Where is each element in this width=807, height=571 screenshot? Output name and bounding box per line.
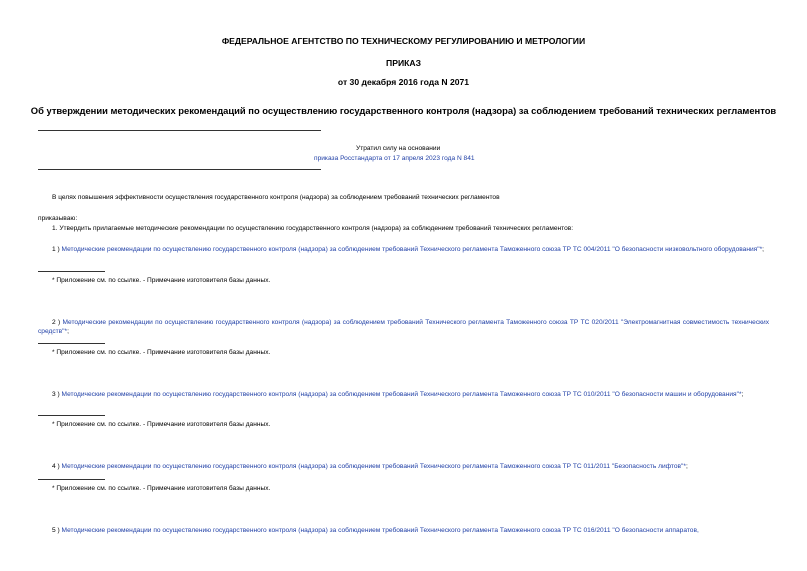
repeal-order-link[interactable]: приказа Росстандарта от 17 апреля 2023 года N 841 bbox=[314, 155, 475, 162]
footnote: * Приложение см. по ссылке. - Примечание изготовителя базы данных. bbox=[52, 349, 271, 356]
recommendation-link[interactable]: Методические рекомендации по осуществлению государственного контроля (надзора) за соблюдением требований Технического регламента Таможенного союза ТР ТС 004/2011 "О безопасности низковольтного оборудования"* bbox=[61, 246, 763, 253]
item-1: 1. Утвердить прилагаемые методические рекомендации по осуществлению государственного контроля (надзора) за соблюдением требований технических регламентов: bbox=[52, 225, 574, 232]
divider bbox=[38, 169, 321, 170]
list-item: 3 ) Методические рекомендации по осуществлению государственного контроля (надзора) за соблюдением требований Технического регламента Таможенного союза ТР ТС 010/2011 "О безопасности машин и оборудования"*; bbox=[52, 391, 744, 398]
recommendation-link[interactable]: Методические рекомендации по осуществлению государственного контроля (надзора) за соблюдением требований Технического регламента Таможенного союза ТР ТС 020/2011 "Электромагнитная совместимость технических средств"* bbox=[38, 319, 769, 335]
footnote: * Приложение см. по ссылке. - Примечание изготовителя базы данных. bbox=[52, 277, 271, 284]
document-type: ПРИКАЗ bbox=[386, 58, 421, 68]
document-date-number: от 30 декабря 2016 года N 2071 bbox=[337, 77, 470, 87]
footnote-divider bbox=[38, 479, 105, 480]
recommendation-link[interactable]: Методические рекомендации по осуществлению государственного контроля (надзора) за соблюдением требований Технического регламента Таможенного союза ТР ТС 011/2011 "Безопасность лифтов"* bbox=[61, 463, 686, 470]
agency-name: ФЕДЕРАЛЬНОЕ АГЕНТСТВО ПО ТЕХНИЧЕСКОМУ РЕГУЛИРОВАНИЮ И МЕТРОЛОГИИ bbox=[221, 36, 586, 46]
document-title: Об утверждении методических рекомендаций по осуществлению государственного контроля (надзора) за соблюдением требований технических регламентов bbox=[30, 105, 777, 116]
footnote-divider bbox=[38, 415, 105, 416]
status-note: Утратил силу на основании bbox=[356, 145, 441, 152]
order-word: приказываю: bbox=[38, 215, 78, 222]
footnote-divider bbox=[38, 271, 105, 272]
list-item: 4 ) Методические рекомендации по осуществлению государственного контроля (надзора) за соблюдением требований Технического регламента Таможенного союза ТР ТС 011/2011 "Безопасность лифтов"*; bbox=[52, 463, 688, 470]
list-item: 1 ) Методические рекомендации по осуществлению государственного контроля (надзора) за соблюдением требований Технического регламента Таможенного союза ТР ТС 004/2011 "О безопасности низковольтного оборудования"*; bbox=[52, 246, 764, 253]
footnote-divider bbox=[38, 343, 105, 344]
footnote: * Приложение см. по ссылке. - Примечание изготовителя базы данных. bbox=[52, 485, 271, 492]
list-item: 2 ) Методические рекомендации по осуществлению государственного контроля (надзора) за соблюдением требований Технического регламента Таможенного союза ТР ТС 020/2011 "Электромагнитная совместимость технических средств"*; bbox=[38, 319, 769, 335]
list-item: 5 ) Методические рекомендации по осуществлению государственного контроля (надзора) за соблюдением требований Технического регламента Таможенного союза ТР ТС 016/2011 "О безопасности аппаратов, bbox=[52, 527, 699, 534]
recommendation-link[interactable]: Методические рекомендации по осуществлению государственного контроля (надзора) за соблюдением требований Технического регламента Таможенного союза ТР ТС 016/2011 "О безопасности аппаратов, bbox=[61, 527, 699, 534]
preamble: В целях повышения эффективности осуществления государственного контроля (надзора) за соблюдением требований технических регламентов bbox=[52, 194, 500, 201]
divider bbox=[38, 130, 321, 131]
footnote: * Приложение см. по ссылке. - Примечание изготовителя базы данных. bbox=[52, 421, 271, 428]
recommendation-link[interactable]: Методические рекомендации по осуществлению государственного контроля (надзора) за соблюдением требований Технического регламента Таможенного союза ТР ТС 010/2011 "О безопасности машин и оборудования"* bbox=[61, 391, 742, 398]
